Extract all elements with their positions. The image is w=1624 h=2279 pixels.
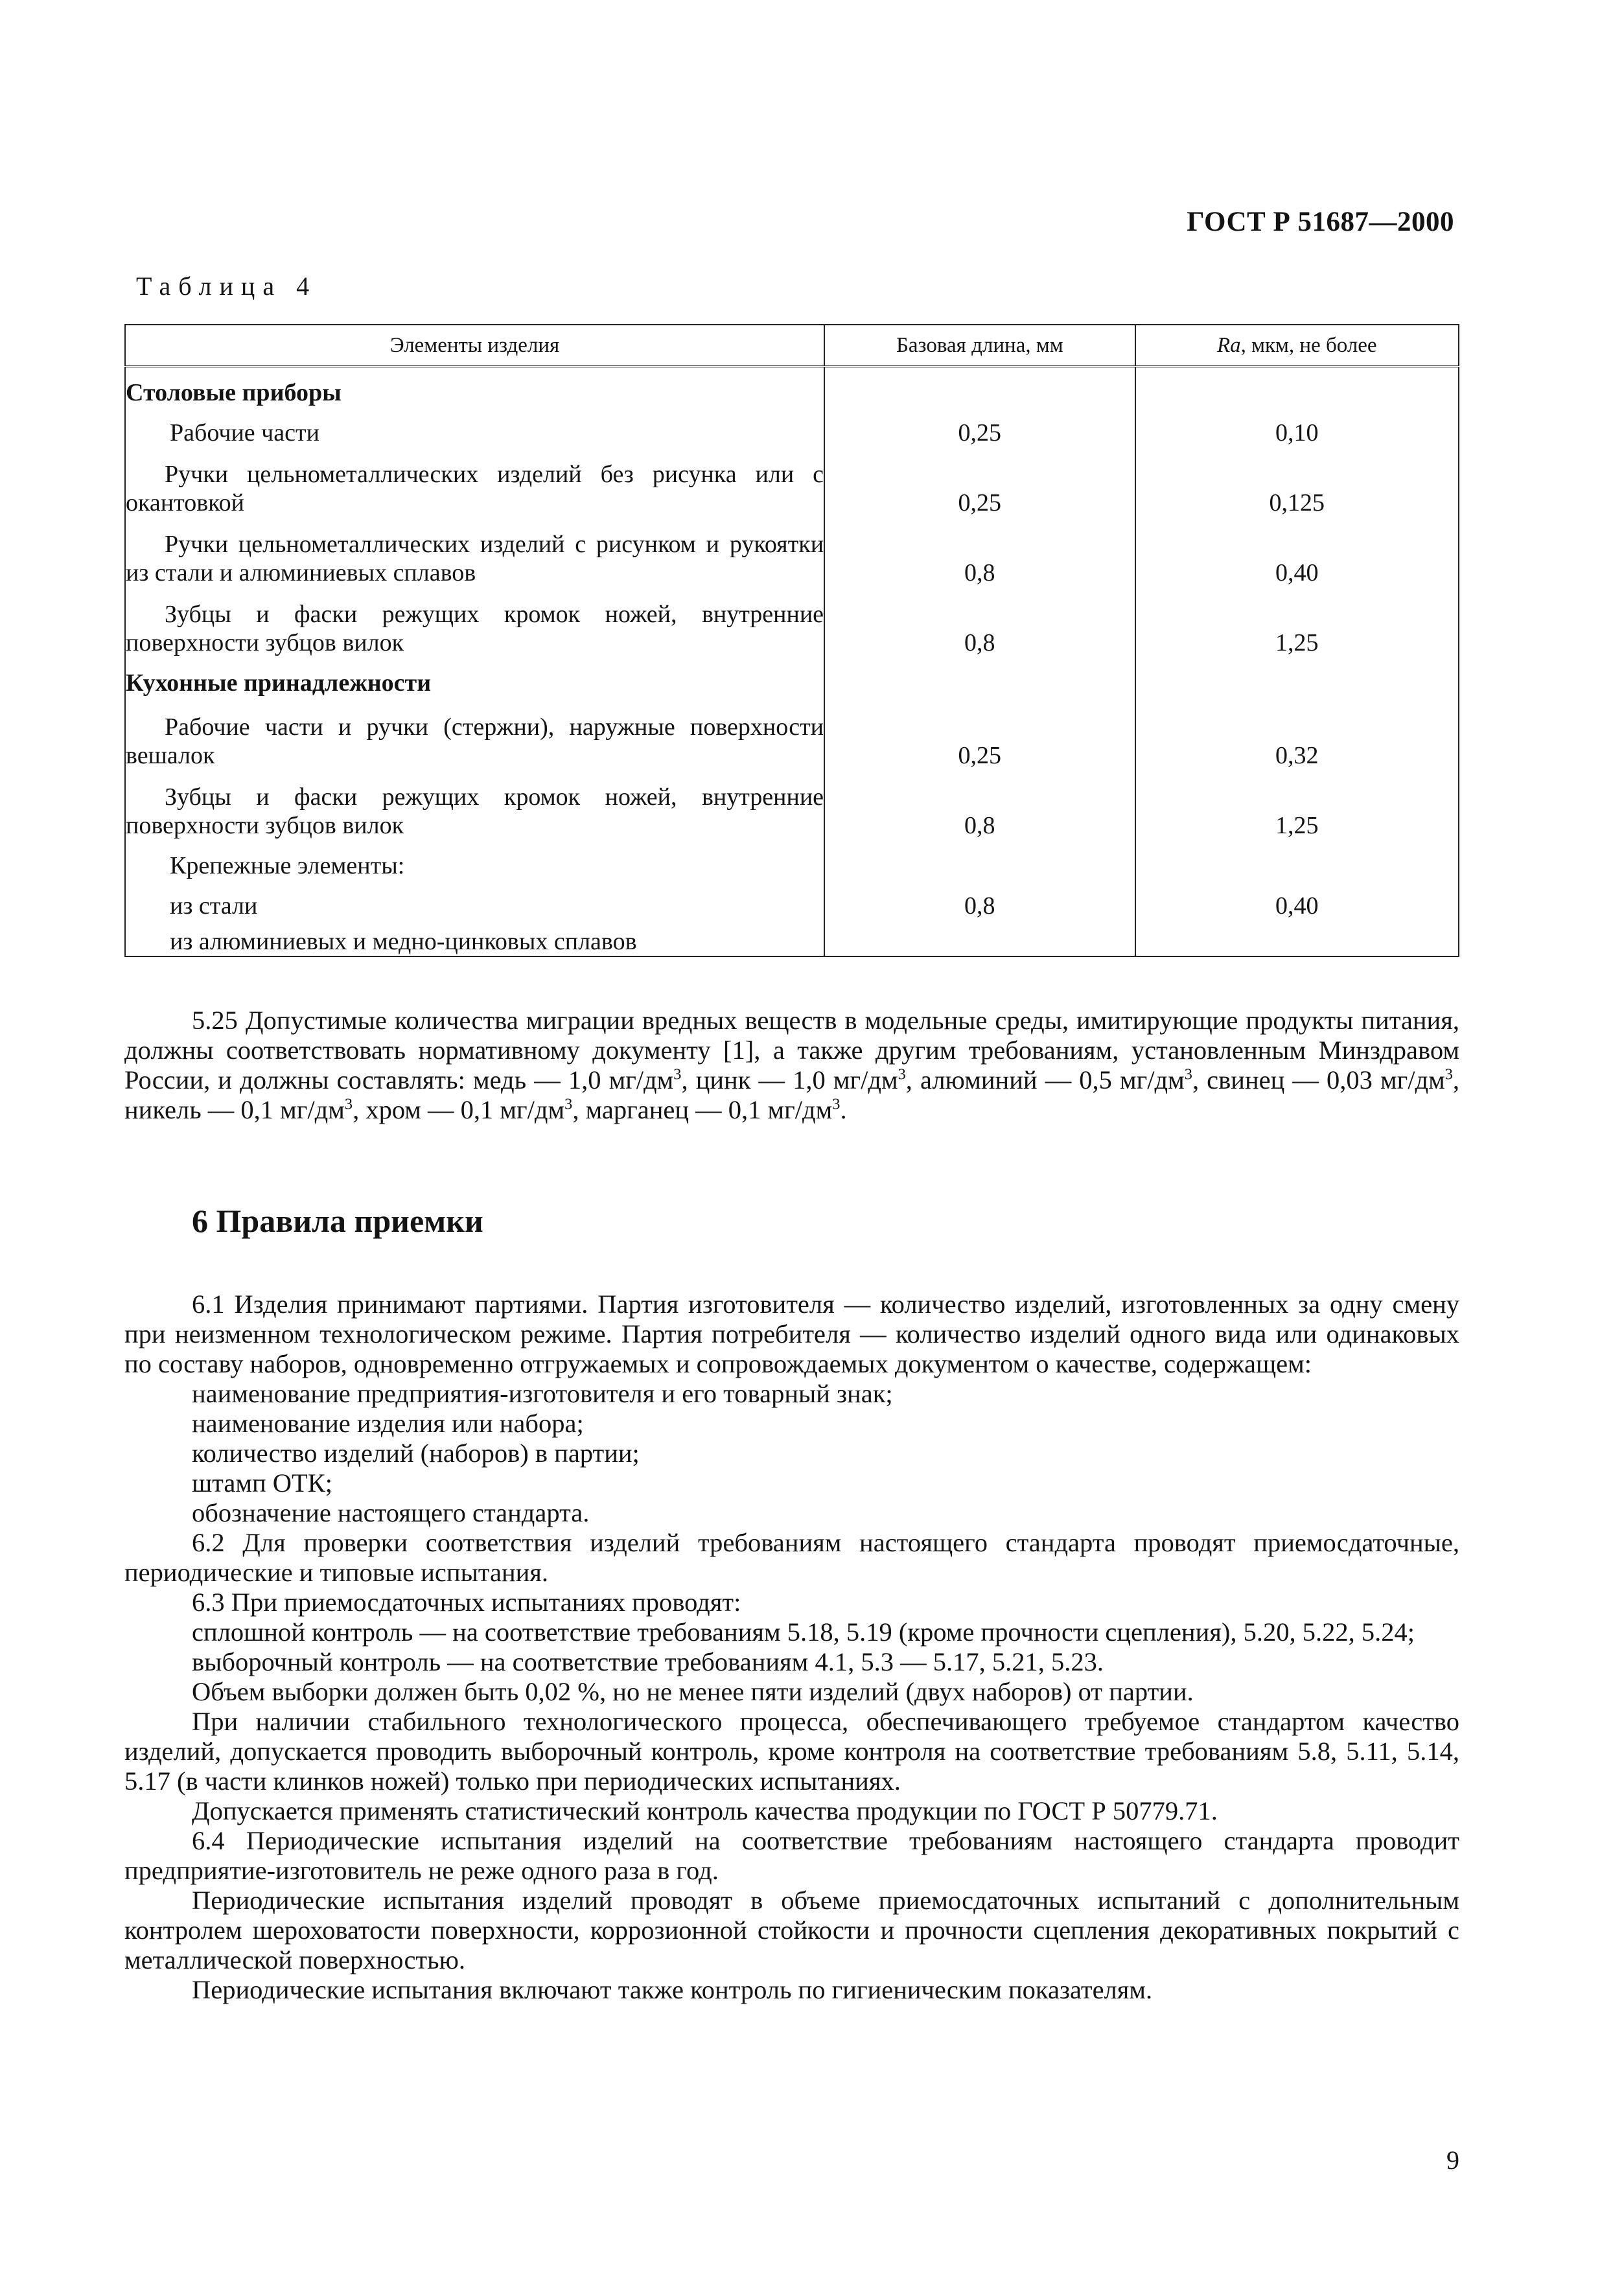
group-name: Кухонные принадлежности — [125, 657, 824, 697]
table-row — [125, 447, 1459, 517]
paragraph: 6.1 Изделия принимают партиями. Партия изготовителя — количество изделий, изготовленных за одну смену при неизменном технологическом режиме. Партия потребителя — количество изделий одного вида или одинаковых по составу наборов, одновременно отгружаемых и сопровождаемых документом о качестве, содержащем: — [124, 1290, 1459, 1378]
cell-base: 0,8 — [824, 517, 1135, 587]
exp: 3 — [344, 1095, 353, 1113]
row-name — [125, 447, 824, 517]
cell-ra — [1135, 657, 1459, 697]
cell-base: 0,25 — [824, 697, 1135, 770]
cell-base: 0,8 — [824, 880, 1135, 920]
paragraph: выборочный контроль — на соответствие требованиям 4.1, 5.3 — 5.17, 5.21, 5.23. — [192, 1647, 1104, 1676]
cell-ra — [1135, 920, 1459, 956]
cell-base: 0,25 — [824, 407, 1135, 447]
cell-ra — [1135, 367, 1459, 407]
list-item: количество изделий (наборов) в партии; — [192, 1439, 640, 1468]
cell-ra: 0,32 — [1135, 697, 1459, 770]
list-item: обозначение настоящего стандарта. — [192, 1498, 590, 1527]
table-row — [125, 517, 1459, 587]
row-name: Рабочие части — [125, 407, 824, 447]
header-base-length: Базовая длина, мм — [824, 325, 1135, 367]
cell-ra: 0,10 — [1135, 407, 1459, 447]
paragraph: 6.4 Периодические испытания изделий на соответствие требованиям настоящего стандарта проводит предприятие-изготовитель не реже одного раза в год. — [124, 1826, 1459, 1885]
page-number: 9 — [1446, 2146, 1459, 2175]
paragraph — [124, 1006, 1459, 1125]
table-row — [125, 880, 1459, 920]
list-item: штамп ОТК; — [192, 1468, 333, 1498]
row-name-text: Зубцы и фаски режущих кромок ножей, внутренние поверхности зубцов вилок — [126, 783, 824, 839]
section-6-body — [124, 1290, 1459, 2005]
paragraph: 6.2 Для проверки соответствия изделий требованиям настоящего стандарта проводят приемосдаточные, периодические и типовые испытания. — [124, 1528, 1459, 1587]
ra-symbol: Ra — [1216, 334, 1241, 357]
cell-base — [824, 367, 1135, 407]
exp: 3 — [898, 1065, 906, 1083]
row-name-text: Зубцы и фаски режущих кромок ножей, внутренние поверхности зубцов вилок — [126, 600, 824, 656]
group-name: Столовые приборы — [125, 367, 824, 407]
header-ra — [1135, 325, 1459, 367]
cell-base — [824, 840, 1135, 880]
paragraph: Периодические испытания включают также контроль по гигиеническим показателям. — [192, 1975, 1153, 2004]
table-row — [125, 407, 1459, 447]
row-name: из алюминиевых и медно-цинковых сплавов — [125, 920, 824, 956]
paragraph: Периодические испытания изделий проводят в объеме приемосдаточных испытаний с дополнительным контролем шероховатости поверхности, коррозионной стойкости и прочности сцепления декоративных покрытий с металлической поверхностью. — [124, 1886, 1459, 1974]
row-name: Крепежные элементы: — [125, 840, 824, 880]
text-a: 5.25 Допустимые количества миграции вредных веществ в модельные среды, имитирующие продукты питания, должны соответствовать нормативному документу [1], а также другим требованиям, установленным Минздравом России, и должны составлять: медь — 1,0 мг/дм — [124, 1006, 1459, 1094]
exp: 3 — [1184, 1065, 1192, 1083]
paragraph: Допускается применять статистический контроль качества продукции по ГОСТ Р 50779.71. — [192, 1796, 1218, 1825]
table-row — [125, 840, 1459, 880]
text-h: . — [840, 1095, 847, 1124]
table-row — [125, 770, 1459, 840]
exp: 3 — [832, 1095, 841, 1113]
cell-ra — [1135, 840, 1459, 880]
text-b: , цинк — 1,0 мг/дм — [681, 1065, 898, 1094]
ra-unit: мкм, не более — [1251, 334, 1377, 357]
text-g: , марганец — 0,1 мг/дм — [572, 1095, 833, 1124]
document-code: ГОСТ Р 51687—2000 — [1187, 207, 1454, 237]
text-e: , никель — 0,1 мг/дм — [124, 1065, 1459, 1124]
paragraph: сплошной контроль — на соответствие требованиям 5.18, 5.19 (кроме прочности сцепления), 5.20, 5.22, 5.24; — [192, 1617, 1415, 1647]
text-d: , свинец — 0,03 мг/дм — [1192, 1065, 1445, 1094]
clause-5-25 — [124, 1006, 1459, 1125]
row-name-text: Рабочие части и ручки (стержни), наружные поверхности вешалок — [126, 713, 824, 769]
cell-base — [824, 657, 1135, 697]
table-row — [125, 920, 1459, 956]
row-name — [125, 770, 824, 840]
paragraph: При наличии стабильного технологического процесса, обеспечивающего требуемое стандартом качество изделий, допускается проводить выборочный контроль, кроме контроля на соответствие требованиям 5.8, 5.11, 5.14, 5.17 (в части клинков ножей) только при периодических испытаниях. — [124, 1707, 1459, 1796]
cell-ra: 0,40 — [1135, 517, 1459, 587]
exp: 3 — [1444, 1065, 1453, 1083]
row-name — [125, 587, 824, 657]
list-item: наименование изделия или набора; — [192, 1409, 584, 1438]
section-heading: 6 Правила приемки — [192, 1203, 483, 1239]
ra-separator: , — [1240, 334, 1252, 357]
table-caption: Таблица 4 — [136, 272, 318, 301]
row-name-text: Ручки цельнометаллических изделий без рисунка или с окантовкой — [126, 460, 824, 516]
row-name-text: Ручки цельнометаллических изделий с рисунком и рукоятки из стали и алюминиевых сплавов — [126, 530, 824, 586]
table-header-row — [125, 325, 1459, 367]
cell-ra: 1,25 — [1135, 587, 1459, 657]
cell-ra: 1,25 — [1135, 770, 1459, 840]
table-row — [125, 587, 1459, 657]
cell-base: 0,8 — [824, 770, 1135, 840]
text-c: , алюминий — 0,5 мг/дм — [905, 1065, 1185, 1094]
row-name — [125, 517, 824, 587]
row-name: из стали — [125, 880, 824, 920]
table-4 — [124, 324, 1459, 957]
paragraph: 6.3 При приемосдаточных испытаниях проводят: — [192, 1588, 741, 1617]
row-name — [125, 697, 824, 770]
cell-ra: 0,125 — [1135, 447, 1459, 517]
list-item: наименование предприятия-изготовителя и его товарный знак; — [192, 1379, 893, 1408]
cell-base — [824, 920, 1135, 956]
table-row — [125, 657, 1459, 697]
cell-ra: 0,40 — [1135, 880, 1459, 920]
table-row — [125, 697, 1459, 770]
table-row — [125, 367, 1459, 407]
cell-base: 0,25 — [824, 447, 1135, 517]
header-elements: Элементы изделия — [125, 325, 824, 367]
cell-base: 0,8 — [824, 587, 1135, 657]
exp: 3 — [673, 1065, 682, 1083]
text-f: , хром — 0,1 мг/дм — [353, 1095, 565, 1124]
paragraph: Объем выборки должен быть 0,02 %, но не менее пяти изделий (двух наборов) от партии. — [192, 1677, 1194, 1706]
exp: 3 — [564, 1095, 573, 1113]
